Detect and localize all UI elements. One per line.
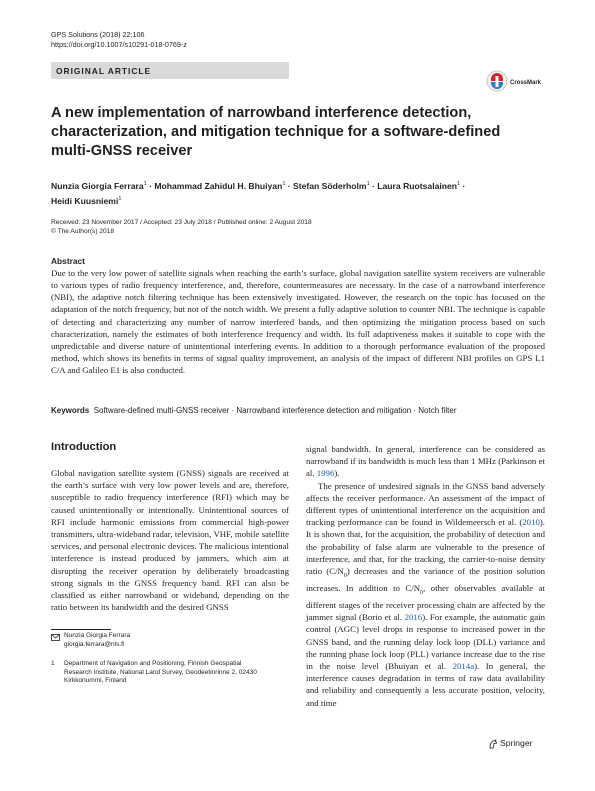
- citation-link[interactable]: 2014a: [452, 660, 475, 671]
- citation-link[interactable]: 2016: [404, 612, 423, 623]
- keywords-label: Keywords: [51, 406, 90, 415]
- copyright: © The Author(s) 2018: [51, 228, 115, 235]
- springer-horse-icon: [488, 739, 498, 749]
- body-column-right: [306, 443, 545, 709]
- paragraph: The presence of undesired signals in the GNSS band adversely affects the receiver performance. An assessment of the impact of different types of unintentional interference on the acquisition and tracking performance can be found in Wildemeersch et al. (2010). It is shown that, for the acquisition, the probability of detection and the probability of false alarm are vulnerable to the presence of interference, and that, for the tracking, the carrier-to-noise density ratio $(C/N_0)$ decreases and the variance of the position solution increases. In addition to $C/N_0$, other observables available at different stages of the receiver processing chain are affected by the jammer signal (Borio et al. 2016). For example, the automatic gain control (AGC) level drops in response to increased power in the GNSS band, and the running delay lock loop (DLL) variance and the running phase lock loop (PLL) variance increase due to the rise in the noise level (Bhuiyan et al. 2014a). In general, the interference causes degradation in terms of raw data availability and reliability and consequently a less accurate position, velocity, and time: [306, 480, 545, 708]
- corresponding-email[interactable]: giorgia.ferrara@nls.fi: [64, 640, 125, 648]
- author[interactable]: Stefan Söderholm$^1$: [293, 180, 370, 191]
- author[interactable]: Nunzia Giorgia Ferrara$^1$: [51, 180, 147, 191]
- corresponding-name: Nunzia Giorgia Ferrara: [64, 632, 131, 639]
- author-list: Nunzia Giorgia Ferrara$^1$ · Mohammad Zahidul H. Bhuiyan$^1$ · Stefan Söderholm$^1$ · Laura Ruotsalainen$^1$ · Heidi Kuusniemi$^1$: [51, 180, 466, 206]
- affiliation: Department of Navigation and Positioning, Finnish Geospatial Research Institute, National Land Survey, Geodeetinrinne 2, 02430 Kirkkonummi, Finland: [64, 660, 257, 685]
- keywords: [51, 406, 457, 415]
- citation-link[interactable]: 2010: [522, 517, 540, 528]
- citation-link[interactable]: 1996: [316, 468, 335, 479]
- author[interactable]: Laura Ruotsalainen$^1$: [377, 180, 461, 191]
- body-column-left: [51, 467, 289, 613]
- publisher-logo: Springer: [500, 738, 533, 748]
- abstract-heading: Abstract: [51, 256, 85, 266]
- envelope-icon: [51, 634, 60, 641]
- date-history: Received: 23 November 2017 / Accepted: 23 July 2018 / Published online: 2 August 2018: [51, 219, 312, 226]
- affiliation-number: 1: [51, 660, 55, 667]
- paragraph: signal bandwidth. In general, interference can be considered as narrowband if its bandwidth is much less than 1 MHz (Parkinson et al. 1996).: [306, 444, 545, 479]
- corresponding-author: [64, 632, 130, 649]
- journal-citation: GPS Solutions (2018) 22:106: [51, 30, 145, 39]
- journal-header: [51, 30, 187, 50]
- article-title: A new implementation of narrowband interference detection, characterization, and mitigation technique for a software-defined multi-GNSS receiver: [51, 105, 501, 159]
- keywords-text: Software-defined multi-GNSS receiver · Narrowband interference detection and mitigation · Notch filter: [93, 406, 457, 415]
- author[interactable]: Heidi Kuusniemi$^1$: [51, 195, 122, 206]
- author[interactable]: Mohammad Zahidul H. Bhuiyan$^1$: [154, 180, 286, 191]
- section-heading-introduction: Introduction: [51, 441, 117, 453]
- crossmark-icon: [486, 70, 508, 92]
- footnote-divider: [51, 629, 111, 630]
- publication-dates: [51, 218, 312, 236]
- abstract-text: Due to the very low power of satellite signals when reaching the earth’s surface, global navigation satellite system receivers are vulnerable to various types of radio frequency interference, and, therefore, countermeasures are necessary. In the case of a narrowband interference (NBI), the adaptive notch filtering technique has been extensively investigated. However, the research on the topic has focused on the adaptation of the notch frequency, but not of the notch width. We present a fully adaptive solution to counter NBI. The technique is capable of detecting and characterizing any number of narrow interfered bands, and then optimizing the mitigation process based on such characterization, namely the estimates of both interference frequency and width. Its full adaptiveness makes it suitable to cope with the unpredictable and diverse nature of unintentional interfering events. In addition to a thorough performance evaluation of the proposed method, which shows its benefits in terms of signal quality improvement, an analysis of the impact of different NBI profiles on GPS L1 C/A and Galileo E1 is also conducted.: [51, 268, 545, 376]
- crossmark-label: CrossMark: [510, 80, 542, 86]
- doi-link[interactable]: https://doi.org/10.1007/s10291-018-0769-z: [51, 40, 187, 49]
- paragraph: Global navigation satellite system (GNSS) signals are received at the earth’s surface with very low power levels and are, therefore, susceptible to radio frequency interference (RFI) which may be caused unintentionally or intentionally. Unintentional sources of RFI include harmonic emissions from commercial high-power transmitters, ultra-wideband radar, television, VHF, mobile satellite services, and personal electronic devices. The malicious intentional interference is instead produced by jammers, which aim at disrupting the receiver operation by deliberately broadcasting strong signals in the GNSS frequency band. RFI can also be classified as either narrowband or wideband, depending on the ratio between its bandwidth and the desired GNSS: [51, 468, 289, 613]
- article-type-label: ORIGINAL ARTICLE: [56, 65, 152, 76]
